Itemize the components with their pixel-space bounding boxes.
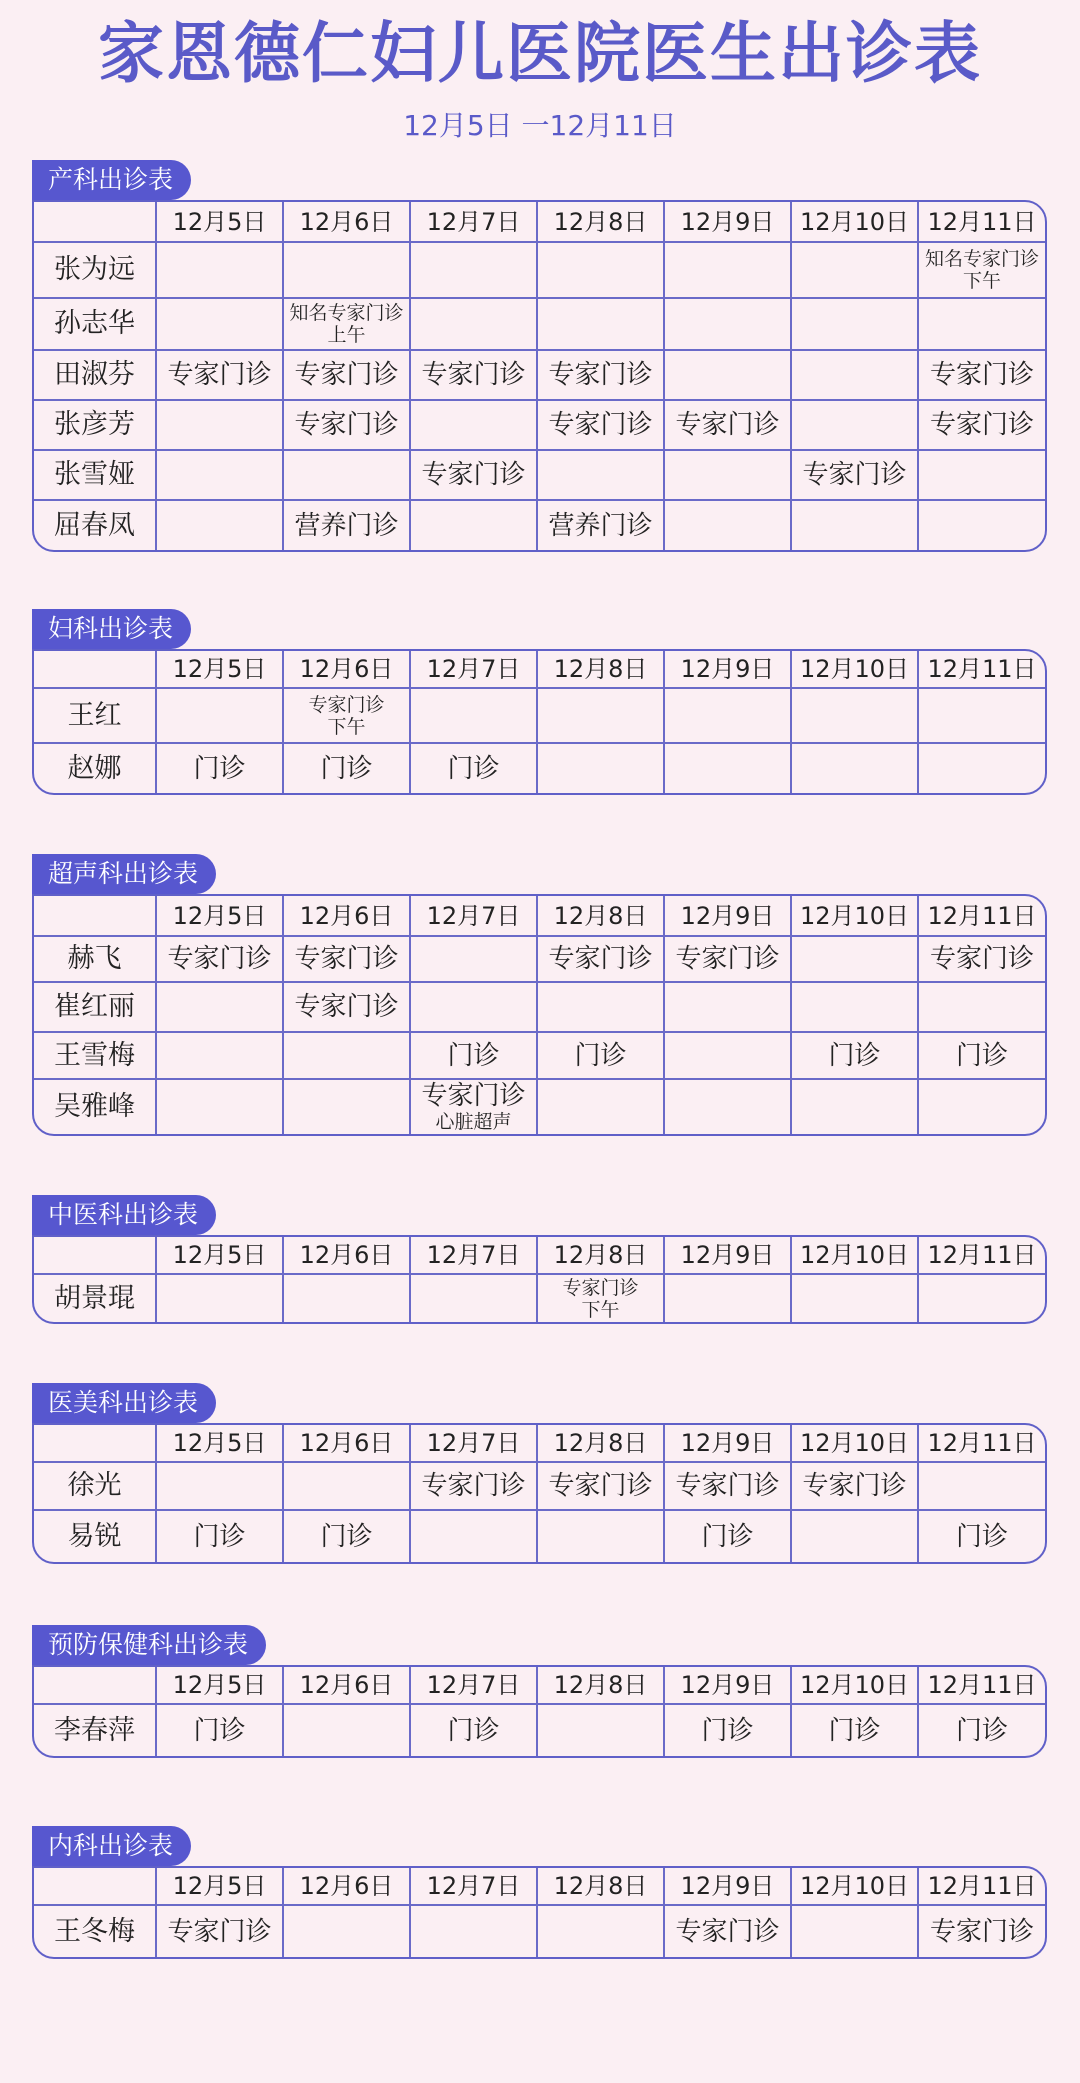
clinic-type: 专家门诊 (421, 1081, 526, 1111)
clinic-type: 门诊 (193, 1521, 246, 1552)
clinic-type: 专家门诊 (929, 944, 1034, 974)
schedule-table (34, 1425, 1045, 1562)
date-header: 12月10日 (791, 1237, 918, 1274)
schedule-cell (156, 1704, 283, 1756)
clinic-type: 专家门诊 (167, 1916, 272, 1947)
schedule-cell (410, 1462, 537, 1510)
schedule-cell (283, 242, 410, 298)
schedule-cell (664, 1510, 791, 1562)
date-header: 12月5日 (156, 1667, 283, 1704)
date-header: 12月5日 (156, 651, 283, 688)
date-header: 12月6日 (283, 896, 410, 936)
date-header: 12月10日 (791, 896, 918, 936)
schedule-table-box (32, 894, 1047, 1136)
schedule-cell (537, 1274, 664, 1322)
schedule-cell (410, 1274, 537, 1322)
schedule-cell (156, 350, 283, 400)
doctor-name: 王雪梅 (34, 1032, 156, 1079)
schedule-cell (410, 936, 537, 982)
page-title: 家恩德仁妇儿医院医生出诊表 (98, 15, 982, 92)
schedule-cell (664, 688, 791, 743)
clinic-type: 门诊 (193, 753, 246, 784)
schedule-cell (918, 400, 1045, 450)
clinic-note: 下午 (327, 715, 366, 738)
date-header: 12月9日 (664, 1868, 791, 1905)
schedule-cell (664, 450, 791, 500)
schedule-cell (283, 936, 410, 982)
schedule-cell (410, 500, 537, 550)
date-header: 12月10日 (791, 202, 918, 242)
schedule-cell (537, 1704, 664, 1756)
date-header: 12月10日 (791, 1868, 918, 1905)
schedule-cell (537, 400, 664, 450)
corner-cell (34, 896, 156, 936)
schedule-cell (537, 298, 664, 350)
clinic-type: 营养门诊 (294, 510, 399, 541)
clinic-type: 专家门诊 (167, 360, 272, 390)
schedule-cell (410, 400, 537, 450)
clinic-type: 专家门诊 (294, 410, 399, 440)
doctor-name: 田淑芬 (34, 350, 156, 400)
date-header: 12月9日 (664, 896, 791, 936)
table-row (34, 743, 1045, 793)
clinic-type: 门诊 (193, 1715, 246, 1746)
clinic-type: 知名专家门诊 (924, 248, 1039, 270)
schedule-cell (410, 450, 537, 500)
date-header: 12月9日 (664, 1237, 791, 1274)
date-header: 12月8日 (537, 1237, 664, 1274)
corner-cell (34, 202, 156, 242)
clinic-type: 专家门诊 (675, 1916, 780, 1947)
schedule-cell (156, 1274, 283, 1322)
corner-cell (34, 1667, 156, 1704)
section-tab: 妇科出诊表 (32, 609, 191, 649)
table-header-row (34, 1425, 1045, 1462)
schedule-table (34, 651, 1045, 793)
section-tab: 中医科出诊表 (32, 1195, 216, 1235)
date-header: 12月9日 (664, 202, 791, 242)
schedule-cell (156, 688, 283, 743)
clinic-type: 门诊 (955, 1715, 1008, 1746)
schedule-cell (791, 1510, 918, 1562)
schedule-table (34, 1237, 1045, 1322)
date-header: 12月10日 (791, 651, 918, 688)
date-header: 12月7日 (410, 1425, 537, 1462)
schedule-cell (410, 298, 537, 350)
schedule-cell (156, 1510, 283, 1562)
schedule-cell (791, 350, 918, 400)
schedule-cell (156, 298, 283, 350)
clinic-type: 专家门诊 (294, 944, 399, 974)
date-header: 12月8日 (537, 202, 664, 242)
date-header: 12月6日 (283, 1237, 410, 1274)
clinic-note: 下午 (962, 270, 1001, 292)
table-header-row (34, 1667, 1045, 1704)
date-header: 12月6日 (283, 1868, 410, 1905)
clinic-type: 专家门诊 (548, 360, 653, 390)
schedule-cell (791, 688, 918, 743)
schedule-cell (410, 242, 537, 298)
schedule-cell (410, 1032, 537, 1079)
date-header: 12月11日 (918, 896, 1045, 936)
table-row (34, 1905, 1045, 1957)
schedule-cell (918, 1905, 1045, 1957)
corner-cell (34, 1868, 156, 1905)
date-header: 12月5日 (156, 202, 283, 242)
schedule-cell (791, 982, 918, 1032)
schedule-cell (410, 743, 537, 793)
date-header: 12月9日 (664, 1425, 791, 1462)
schedule-cell (664, 1905, 791, 1957)
schedule-cell (918, 743, 1045, 793)
clinic-type: 专家门诊 (675, 410, 780, 440)
schedule-cell (156, 1079, 283, 1134)
date-header: 12月11日 (918, 1868, 1045, 1905)
schedule-table-box (32, 1665, 1047, 1758)
schedule-cell (156, 400, 283, 450)
schedule-cell (283, 1462, 410, 1510)
table-row (34, 688, 1045, 743)
date-header: 12月7日 (410, 1868, 537, 1905)
table-row (34, 982, 1045, 1032)
schedule-table (34, 1667, 1045, 1756)
date-header: 12月11日 (918, 651, 1045, 688)
doctor-name: 王红 (34, 688, 156, 743)
clinic-type: 专家门诊 (421, 460, 526, 490)
schedule-cell (918, 450, 1045, 500)
schedule-cell (283, 1905, 410, 1957)
schedule-cell (283, 1510, 410, 1562)
schedule-table-box (32, 649, 1047, 795)
schedule-cell (283, 450, 410, 500)
clinic-type: 专家门诊 (548, 1471, 653, 1501)
schedule-cell (664, 1079, 791, 1134)
schedule-cell (283, 1274, 410, 1322)
schedule-cell (283, 500, 410, 550)
clinic-type: 专家门诊 (548, 944, 653, 974)
schedule-table-box (32, 1866, 1047, 1959)
clinic-note: 上午 (327, 324, 366, 346)
clinic-type: 门诊 (955, 1040, 1008, 1071)
date-header: 12月8日 (537, 651, 664, 688)
date-header: 12月5日 (156, 1868, 283, 1905)
date-header: 12月6日 (283, 202, 410, 242)
schedule-cell (918, 1704, 1045, 1756)
date-header: 12月11日 (918, 1237, 1045, 1274)
date-header: 12月9日 (664, 651, 791, 688)
schedule-cell (283, 400, 410, 450)
table-header-row (34, 1868, 1045, 1905)
schedule-cell (410, 1510, 537, 1562)
section-tab: 医美科出诊表 (32, 1383, 216, 1423)
table-row (34, 1704, 1045, 1756)
table-row (34, 500, 1045, 550)
doctor-name: 赵娜 (34, 743, 156, 793)
schedule-cell (664, 1704, 791, 1756)
clinic-type: 门诊 (701, 1521, 754, 1552)
date-header: 12月7日 (410, 896, 537, 936)
clinic-note: 下午 (581, 1298, 620, 1321)
schedule-table (34, 896, 1045, 1134)
schedule-cell (283, 298, 410, 350)
clinic-type: 专家门诊 (675, 944, 780, 974)
schedule-cell (918, 936, 1045, 982)
clinic-type: 专家门诊 (802, 1471, 907, 1501)
clinic-type: 门诊 (447, 753, 500, 784)
schedule-cell (664, 982, 791, 1032)
clinic-type: 专家门诊 (929, 360, 1034, 390)
schedule-cell (791, 500, 918, 550)
schedule-cell (918, 1510, 1045, 1562)
schedule-table-box (32, 200, 1047, 552)
clinic-type: 门诊 (320, 753, 373, 784)
schedule-cell (156, 450, 283, 500)
clinic-type: 专家门诊 (294, 992, 399, 1022)
clinic-type: 门诊 (320, 1521, 373, 1552)
schedule-cell (918, 1274, 1045, 1322)
schedule-cell (410, 688, 537, 743)
clinic-type: 专家门诊 (929, 410, 1034, 440)
clinic-type: 专家门诊 (308, 693, 385, 716)
doctor-name: 李春萍 (34, 1704, 156, 1756)
date-header: 12月7日 (410, 651, 537, 688)
schedule-cell (918, 688, 1045, 743)
schedule-cell (664, 1462, 791, 1510)
schedule-cell (156, 936, 283, 982)
table-row (34, 1462, 1045, 1510)
date-header: 12月6日 (283, 1667, 410, 1704)
schedule-cell (664, 500, 791, 550)
date-header: 12月8日 (537, 1868, 664, 1905)
corner-cell (34, 651, 156, 688)
schedule-cell (664, 400, 791, 450)
schedule-cell (664, 1032, 791, 1079)
schedule-cell (283, 1704, 410, 1756)
schedule-cell (918, 350, 1045, 400)
schedule-cell (918, 1462, 1045, 1510)
table-row (34, 450, 1045, 500)
schedule-cell (791, 743, 918, 793)
table-row (34, 1510, 1045, 1562)
schedule-cell (664, 743, 791, 793)
schedule-table (34, 1868, 1045, 1957)
clinic-type: 专家门诊 (167, 944, 272, 974)
date-header: 12月7日 (410, 1237, 537, 1274)
schedule-cell (156, 982, 283, 1032)
schedule-cell (664, 1274, 791, 1322)
section-tab: 内科出诊表 (32, 1826, 191, 1866)
date-header: 12月11日 (918, 1667, 1045, 1704)
clinic-type: 专家门诊 (421, 1471, 526, 1501)
schedule-cell (791, 450, 918, 500)
doctor-name: 易锐 (34, 1510, 156, 1562)
date-header: 12月11日 (918, 202, 1045, 242)
schedule-cell (283, 743, 410, 793)
schedule-cell (537, 242, 664, 298)
schedule-cell (918, 298, 1045, 350)
doctor-name: 屈春凤 (34, 500, 156, 550)
schedule-cell (791, 1032, 918, 1079)
schedule-table-box (32, 1423, 1047, 1564)
clinic-type: 门诊 (447, 1040, 500, 1071)
date-header: 12月8日 (537, 1425, 664, 1462)
table-header-row (34, 1237, 1045, 1274)
date-header: 12月5日 (156, 1237, 283, 1274)
table-row (34, 400, 1045, 450)
doctor-name: 徐光 (34, 1462, 156, 1510)
table-header-row (34, 651, 1045, 688)
clinic-type: 专家门诊 (294, 360, 399, 390)
date-header: 12月8日 (537, 1667, 664, 1704)
schedule-cell (791, 1905, 918, 1957)
date-header: 12月10日 (791, 1667, 918, 1704)
schedule-cell (537, 500, 664, 550)
schedule-cell (664, 298, 791, 350)
schedule-cell (537, 1079, 664, 1134)
date-header: 12月7日 (410, 1667, 537, 1704)
schedule-cell (537, 1032, 664, 1079)
schedule-cell (156, 242, 283, 298)
clinic-type: 专家门诊 (675, 1471, 780, 1501)
date-header: 12月7日 (410, 202, 537, 242)
clinic-type: 专家门诊 (421, 360, 526, 390)
table-header-row (34, 202, 1045, 242)
table-row (34, 1274, 1045, 1322)
table-row (34, 350, 1045, 400)
date-header: 12月9日 (664, 1667, 791, 1704)
clinic-type: 专家门诊 (562, 1276, 639, 1299)
table-row (34, 242, 1045, 298)
date-header: 12月5日 (156, 1425, 283, 1462)
corner-cell (34, 1425, 156, 1462)
table-header-row (34, 896, 1045, 936)
clinic-type: 营养门诊 (548, 510, 653, 541)
schedule-cell (918, 982, 1045, 1032)
schedule-cell (537, 1462, 664, 1510)
clinic-type: 专家门诊 (929, 1916, 1034, 1947)
date-header: 12月8日 (537, 896, 664, 936)
schedule-cell (537, 743, 664, 793)
section-tab: 产科出诊表 (32, 160, 191, 200)
date-header: 12月6日 (283, 651, 410, 688)
schedule-cell (918, 242, 1045, 298)
schedule-cell (156, 1032, 283, 1079)
schedule-cell (537, 936, 664, 982)
table-row (34, 1032, 1045, 1079)
schedule-cell (791, 1079, 918, 1134)
schedule-cell (537, 1905, 664, 1957)
date-header: 12月11日 (918, 1425, 1045, 1462)
schedule-cell (918, 1032, 1045, 1079)
schedule-cell (791, 298, 918, 350)
clinic-type: 门诊 (955, 1521, 1008, 1552)
doctor-name: 吴雅峰 (34, 1079, 156, 1134)
clinic-type: 门诊 (447, 1715, 500, 1746)
schedule-cell (156, 1462, 283, 1510)
schedule-cell (156, 1905, 283, 1957)
table-row (34, 936, 1045, 982)
schedule-cell (791, 242, 918, 298)
schedule-table (34, 202, 1045, 550)
schedule-cell (664, 936, 791, 982)
clinic-type: 门诊 (828, 1715, 881, 1746)
corner-cell (34, 1237, 156, 1274)
schedule-cell (283, 982, 410, 1032)
table-row (34, 1079, 1045, 1134)
clinic-type: 门诊 (828, 1040, 881, 1071)
schedule-cell (537, 688, 664, 743)
doctor-name: 张雪娅 (34, 450, 156, 500)
section-tab: 超声科出诊表 (32, 854, 216, 894)
schedule-cell (283, 688, 410, 743)
schedule-cell (791, 936, 918, 982)
doctor-name: 张为远 (34, 242, 156, 298)
schedule-cell (410, 1704, 537, 1756)
date-header: 12月10日 (791, 1425, 918, 1462)
schedule-cell (918, 1079, 1045, 1134)
clinic-type: 门诊 (574, 1040, 627, 1071)
schedule-cell (791, 1462, 918, 1510)
schedule-cell (410, 350, 537, 400)
schedule-table-box (32, 1235, 1047, 1324)
doctor-name: 张彦芳 (34, 400, 156, 450)
clinic-type: 知名专家门诊 (289, 302, 404, 324)
doctor-name: 孙志华 (34, 298, 156, 350)
schedule-cell (410, 1905, 537, 1957)
schedule-cell (283, 350, 410, 400)
schedule-cell (537, 350, 664, 400)
clinic-type: 专家门诊 (548, 410, 653, 440)
schedule-cell (791, 1704, 918, 1756)
date-header: 12月6日 (283, 1425, 410, 1462)
schedule-cell (410, 982, 537, 1032)
schedule-cell (283, 1079, 410, 1134)
clinic-type: 专家门诊 (802, 460, 907, 490)
schedule-cell (918, 500, 1045, 550)
schedule-cell (156, 743, 283, 793)
section-tab: 预防保健科出诊表 (32, 1625, 266, 1665)
schedule-cell (537, 1510, 664, 1562)
schedule-cell (537, 450, 664, 500)
date-header: 12月5日 (156, 896, 283, 936)
schedule-cell (664, 350, 791, 400)
schedule-cell (283, 1032, 410, 1079)
schedule-cell (791, 1274, 918, 1322)
schedule-cell (537, 982, 664, 1032)
schedule-cell (664, 242, 791, 298)
doctor-name: 胡景琨 (34, 1274, 156, 1322)
schedule-cell (791, 400, 918, 450)
doctor-name: 赫飞 (34, 936, 156, 982)
clinic-type: 门诊 (701, 1715, 754, 1746)
doctor-name: 王冬梅 (34, 1905, 156, 1957)
schedule-cell (410, 1079, 537, 1134)
date-range: 12月5日 一12月11日 (403, 109, 677, 142)
clinic-note: 心脏超声 (435, 1111, 512, 1133)
doctor-name: 崔红丽 (34, 982, 156, 1032)
table-row (34, 298, 1045, 350)
schedule-cell (156, 500, 283, 550)
